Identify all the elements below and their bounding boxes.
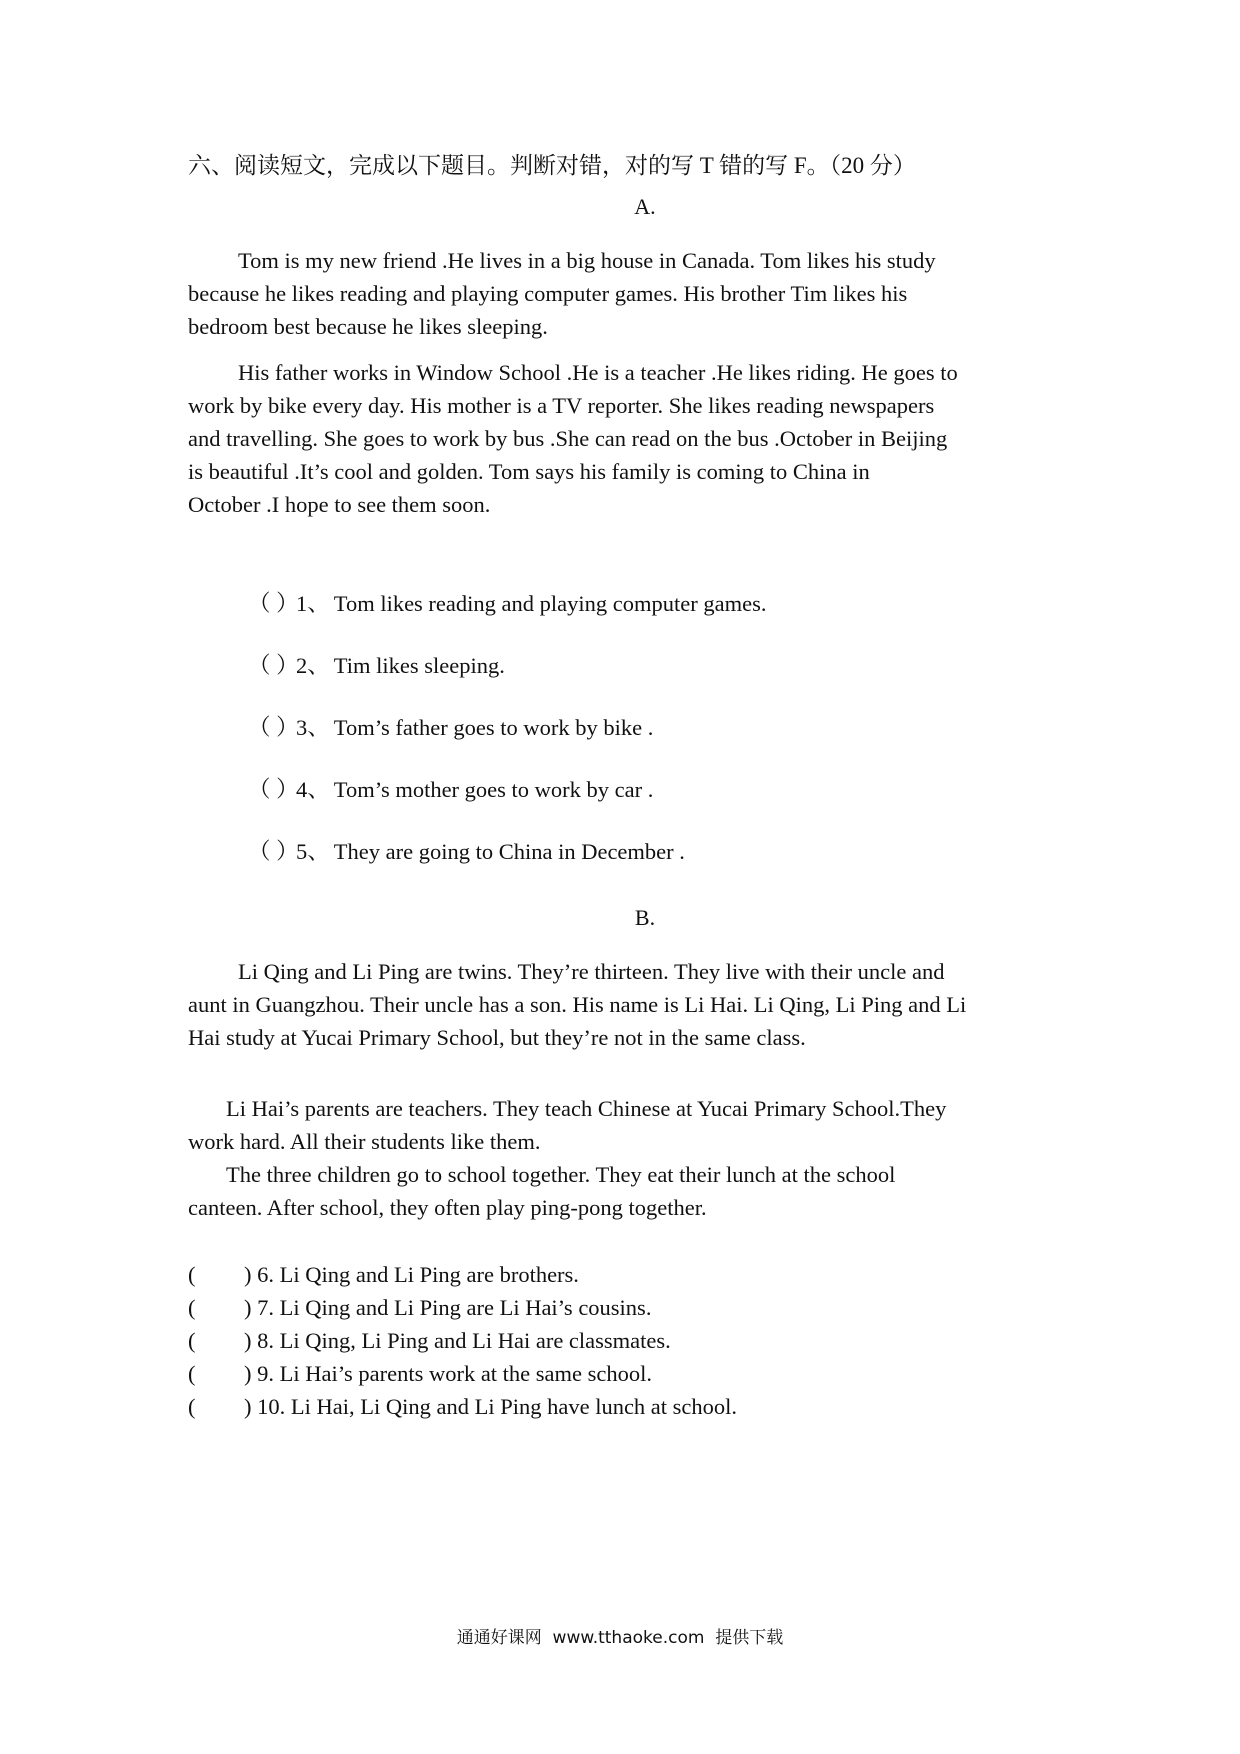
- question-number: 1、: [296, 591, 330, 616]
- answer-blank[interactable]: (: [188, 1295, 196, 1320]
- question-text: Tom’s father goes to work by bike .: [333, 715, 654, 740]
- paragraph-line: is beautiful .It’s cool and golden. Tom says his family is coming to China in: [188, 459, 870, 484]
- question-text: They are going to China in December .: [333, 839, 685, 864]
- section-b-paragraph-3: [188, 1158, 1068, 1224]
- paragraph-line: Li Hai’s parents are teachers. They teach Chinese at Yucai Primary School.They: [226, 1096, 947, 1121]
- question-text: ) 7. Li Qing and Li Ping are Li Hai’s cousins.: [244, 1295, 652, 1320]
- question-a-4: [248, 775, 653, 805]
- question-text: ) 9. Li Hai’s parents work at the same school.: [244, 1361, 653, 1386]
- answer-blank[interactable]: (: [188, 1262, 196, 1287]
- answer-blank[interactable]: （ ）: [248, 591, 299, 616]
- question-a-5: [248, 837, 685, 867]
- question-number: 3、: [296, 715, 330, 740]
- paragraph-line: and travelling. She goes to work by bus .She can read on the bus .October in Beijing: [188, 426, 948, 451]
- question-text: ) 8. Li Qing, Li Ping and Li Hai are classmates.: [244, 1328, 671, 1353]
- question-a-1: [248, 589, 766, 619]
- paragraph-line: Tom is my new friend .He lives in a big house in Canada. Tom likes his study: [238, 248, 936, 273]
- question-a-3: [248, 713, 653, 743]
- section-a-label: A.: [634, 194, 656, 219]
- paragraph-line: The three children go to school together. They eat their lunch at the school: [226, 1162, 896, 1187]
- answer-blank[interactable]: (: [188, 1328, 196, 1353]
- section-a-paragraph-2: [188, 356, 1068, 521]
- paragraph-line: because he likes reading and playing computer games. His brother Tim likes his: [188, 281, 908, 306]
- section-b-label: B.: [634, 905, 656, 930]
- paragraph-line: work by bike every day. His mother is a TV reporter. She likes reading newspapers: [188, 393, 935, 418]
- question-number: 5、: [296, 839, 330, 864]
- question-text: Tom likes reading and playing computer games.: [333, 591, 767, 616]
- question-a-2: [248, 651, 505, 681]
- section-a-paragraph-1: [188, 244, 1068, 343]
- paragraph-line: Hai study at Yucai Primary School, but they’re not in the same class.: [188, 1025, 806, 1050]
- answer-blank[interactable]: （ ）: [248, 653, 299, 678]
- paragraph-line: October .I hope to see them soon.: [188, 492, 491, 517]
- paragraph-line: bedroom best because he likes sleeping.: [188, 314, 548, 339]
- paragraph-line: Li Qing and Li Ping are twins. They’re thirteen. They live with their uncle and: [238, 959, 945, 984]
- question-number: 2、: [296, 653, 330, 678]
- paragraph-line: work hard. All their students like them.: [188, 1129, 541, 1154]
- question-text: ) 6. Li Qing and Li Ping are brothers.: [244, 1262, 579, 1287]
- answer-blank[interactable]: （ ）: [248, 839, 299, 864]
- question-text: ) 10. Li Hai, Li Qing and Li Ping have lunch at school.: [244, 1394, 738, 1419]
- answer-blank[interactable]: （ ）: [248, 715, 299, 740]
- paragraph-line: canteen. After school, they often play ping-pong together.: [188, 1195, 707, 1220]
- exercise-heading: 六、阅读短文，完成以下题目。判断对错，对的写 T 错的写 F。（20 分）: [188, 153, 916, 178]
- answer-blank[interactable]: (: [188, 1361, 196, 1386]
- paragraph-line: aunt in Guangzhou. Their uncle has a son. His name is Li Hai. Li Qing, Li Ping and Li: [188, 992, 967, 1017]
- footer-source-credit: 通通好课网 www.tthaoke.com 提供下载: [456, 1628, 784, 1648]
- answer-blank[interactable]: (: [188, 1394, 196, 1419]
- section-b-paragraph-2: [188, 1092, 1068, 1158]
- question-text: Tom’s mother goes to work by car .: [333, 777, 654, 802]
- question-text: Tim likes sleeping.: [333, 653, 505, 678]
- question-number: 4、: [296, 777, 330, 802]
- section-b-paragraph-1: [188, 955, 1068, 1054]
- paragraph-line: His father works in Window School .He is a teacher .He likes riding. He goes to: [238, 360, 958, 385]
- answer-blank[interactable]: （ ）: [248, 777, 299, 802]
